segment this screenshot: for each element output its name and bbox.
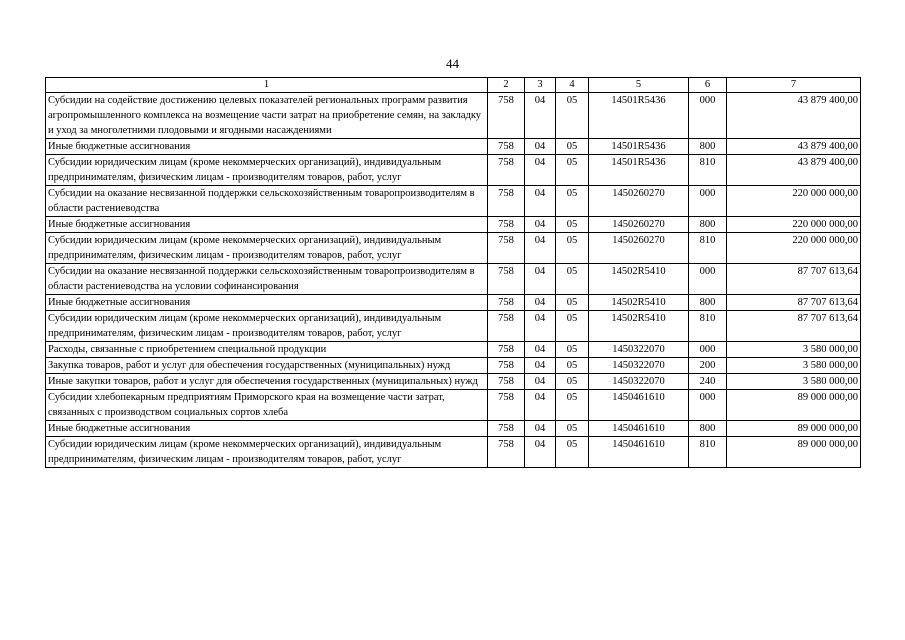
row-code-4: 05 xyxy=(556,139,589,155)
row-description: Субсидии на оказание несвязанной поддержки сельскохозяйственным товаропроизводителям в области растениеводства на условии софинансирования xyxy=(46,264,488,295)
row-code-5: 1450322070 xyxy=(589,342,689,358)
row-description: Субсидии юридическим лицам (кроме некоммерческих организаций), индивидуальным предпринимателям, физическим лицам - производителям товаров, работ, услуг xyxy=(46,233,488,264)
row-description: Субсидии на содействие достижению целевых показателей региональных программ развития агропромышленного комплекса на возмещение части затрат на приобретение семян, на закладку и уход за многолетними плодовыми и ягодными насаждениями xyxy=(46,93,488,139)
row-amount: 220 000 000,00 xyxy=(727,217,861,233)
row-code-3: 04 xyxy=(525,421,556,437)
row-code-3: 04 xyxy=(525,311,556,342)
row-code-3: 04 xyxy=(525,155,556,186)
row-code-5: 14502R5410 xyxy=(589,264,689,295)
row-code-2: 758 xyxy=(488,374,525,390)
table-row xyxy=(46,311,861,342)
row-code-4: 05 xyxy=(556,342,589,358)
table-row xyxy=(46,421,861,437)
row-amount: 87 707 613,64 xyxy=(727,311,861,342)
header-row xyxy=(46,78,861,93)
row-code-4: 05 xyxy=(556,233,589,264)
row-amount: 87 707 613,64 xyxy=(727,264,861,295)
column-header: 2 xyxy=(488,78,525,93)
row-code-6: 810 xyxy=(689,155,727,186)
row-code-4: 05 xyxy=(556,93,589,139)
row-code-3: 04 xyxy=(525,217,556,233)
row-amount: 87 707 613,64 xyxy=(727,295,861,311)
row-code-3: 04 xyxy=(525,264,556,295)
row-code-3: 04 xyxy=(525,374,556,390)
row-code-3: 04 xyxy=(525,139,556,155)
row-amount: 89 000 000,00 xyxy=(727,421,861,437)
row-code-2: 758 xyxy=(488,186,525,217)
row-description: Закупка товаров, работ и услуг для обеспечения государственных (муниципальных) нужд xyxy=(46,358,488,374)
column-header: 3 xyxy=(525,78,556,93)
row-code-5: 14502R5410 xyxy=(589,295,689,311)
row-code-6: 000 xyxy=(689,342,727,358)
row-code-2: 758 xyxy=(488,358,525,374)
row-code-5: 1450260270 xyxy=(589,233,689,264)
row-code-2: 758 xyxy=(488,311,525,342)
row-code-4: 05 xyxy=(556,217,589,233)
table-row xyxy=(46,93,861,139)
table-row xyxy=(46,358,861,374)
row-code-6: 810 xyxy=(689,311,727,342)
row-amount: 220 000 000,00 xyxy=(727,186,861,217)
row-code-5: 1450322070 xyxy=(589,374,689,390)
row-code-2: 758 xyxy=(488,155,525,186)
row-description: Субсидии хлебопекарным предприятиям Приморского края на возмещение части затрат, связанных с производством социальных сортов хлеба xyxy=(46,390,488,421)
row-code-2: 758 xyxy=(488,421,525,437)
table-row xyxy=(46,390,861,421)
row-code-6: 200 xyxy=(689,358,727,374)
column-header: 1 xyxy=(46,78,488,93)
row-description: Иные бюджетные ассигнования xyxy=(46,217,488,233)
row-amount: 3 580 000,00 xyxy=(727,358,861,374)
page-number: 44 xyxy=(446,56,459,71)
row-code-6: 810 xyxy=(689,233,727,264)
row-description: Иные бюджетные ассигнования xyxy=(46,295,488,311)
row-code-5: 1450322070 xyxy=(589,358,689,374)
column-header: 6 xyxy=(689,78,727,93)
row-code-5: 14502R5410 xyxy=(589,311,689,342)
row-code-2: 758 xyxy=(488,217,525,233)
row-code-6: 800 xyxy=(689,217,727,233)
row-code-4: 05 xyxy=(556,358,589,374)
column-header: 7 xyxy=(727,78,861,93)
row-code-3: 04 xyxy=(525,93,556,139)
row-code-4: 05 xyxy=(556,390,589,421)
row-description: Субсидии юридическим лицам (кроме некоммерческих организаций), индивидуальным предпринимателям, физическим лицам - производителям товаров, работ, услуг xyxy=(46,311,488,342)
row-amount: 43 879 400,00 xyxy=(727,155,861,186)
row-code-4: 05 xyxy=(556,155,589,186)
row-code-6: 000 xyxy=(689,93,727,139)
table-row xyxy=(46,155,861,186)
row-code-6: 000 xyxy=(689,390,727,421)
row-code-3: 04 xyxy=(525,295,556,311)
row-code-5: 14501R5436 xyxy=(589,93,689,139)
row-code-5: 1450461610 xyxy=(589,390,689,421)
column-header: 4 xyxy=(556,78,589,93)
row-code-4: 05 xyxy=(556,311,589,342)
row-code-6: 000 xyxy=(689,186,727,217)
row-code-2: 758 xyxy=(488,390,525,421)
row-code-4: 05 xyxy=(556,186,589,217)
row-code-3: 04 xyxy=(525,342,556,358)
row-code-4: 05 xyxy=(556,437,589,468)
row-description: Расходы, связанные с приобретением специальной продукции xyxy=(46,342,488,358)
row-description: Иные закупки товаров, работ и услуг для обеспечения государственных (муниципальных) нужд xyxy=(46,374,488,390)
row-amount: 89 000 000,00 xyxy=(727,390,861,421)
row-description: Субсидии юридическим лицам (кроме некоммерческих организаций), индивидуальным предпринимателям, физическим лицам - производителям товаров, работ, услуг xyxy=(46,437,488,468)
budget-table xyxy=(45,77,861,468)
table-row xyxy=(46,186,861,217)
row-code-5: 1450461610 xyxy=(589,437,689,468)
row-code-3: 04 xyxy=(525,390,556,421)
row-code-4: 05 xyxy=(556,421,589,437)
row-amount: 43 879 400,00 xyxy=(727,93,861,139)
row-code-5: 1450260270 xyxy=(589,217,689,233)
row-code-2: 758 xyxy=(488,264,525,295)
row-code-6: 000 xyxy=(689,264,727,295)
row-description: Иные бюджетные ассигнования xyxy=(46,139,488,155)
table-row xyxy=(46,342,861,358)
row-code-5: 1450260270 xyxy=(589,186,689,217)
row-code-2: 758 xyxy=(488,139,525,155)
row-amount: 220 000 000,00 xyxy=(727,233,861,264)
row-amount: 3 580 000,00 xyxy=(727,342,861,358)
row-code-6: 800 xyxy=(689,295,727,311)
row-code-5: 14501R5436 xyxy=(589,139,689,155)
table-row xyxy=(46,437,861,468)
row-code-6: 800 xyxy=(689,139,727,155)
table-row xyxy=(46,374,861,390)
row-amount: 43 879 400,00 xyxy=(727,139,861,155)
row-amount: 3 580 000,00 xyxy=(727,374,861,390)
row-code-3: 04 xyxy=(525,358,556,374)
row-code-2: 758 xyxy=(488,342,525,358)
column-header: 5 xyxy=(589,78,689,93)
row-code-5: 1450461610 xyxy=(589,421,689,437)
row-code-2: 758 xyxy=(488,437,525,468)
row-code-6: 810 xyxy=(689,437,727,468)
row-code-4: 05 xyxy=(556,295,589,311)
row-description: Субсидии на оказание несвязанной поддержки сельскохозяйственным товаропроизводителям в области растениеводства xyxy=(46,186,488,217)
row-code-6: 800 xyxy=(689,421,727,437)
row-code-2: 758 xyxy=(488,295,525,311)
row-code-4: 05 xyxy=(556,264,589,295)
row-description: Субсидии юридическим лицам (кроме некоммерческих организаций), индивидуальным предпринимателям, физическим лицам - производителям товаров, работ, услуг xyxy=(46,155,488,186)
table-row xyxy=(46,233,861,264)
row-code-2: 758 xyxy=(488,233,525,264)
row-description: Иные бюджетные ассигнования xyxy=(46,421,488,437)
row-amount: 89 000 000,00 xyxy=(727,437,861,468)
table-row xyxy=(46,139,861,155)
table-row xyxy=(46,217,861,233)
table-row xyxy=(46,264,861,295)
table-row xyxy=(46,295,861,311)
row-code-3: 04 xyxy=(525,437,556,468)
row-code-2: 758 xyxy=(488,93,525,139)
row-code-6: 240 xyxy=(689,374,727,390)
row-code-4: 05 xyxy=(556,374,589,390)
row-code-3: 04 xyxy=(525,186,556,217)
row-code-5: 14501R5436 xyxy=(589,155,689,186)
row-code-3: 04 xyxy=(525,233,556,264)
